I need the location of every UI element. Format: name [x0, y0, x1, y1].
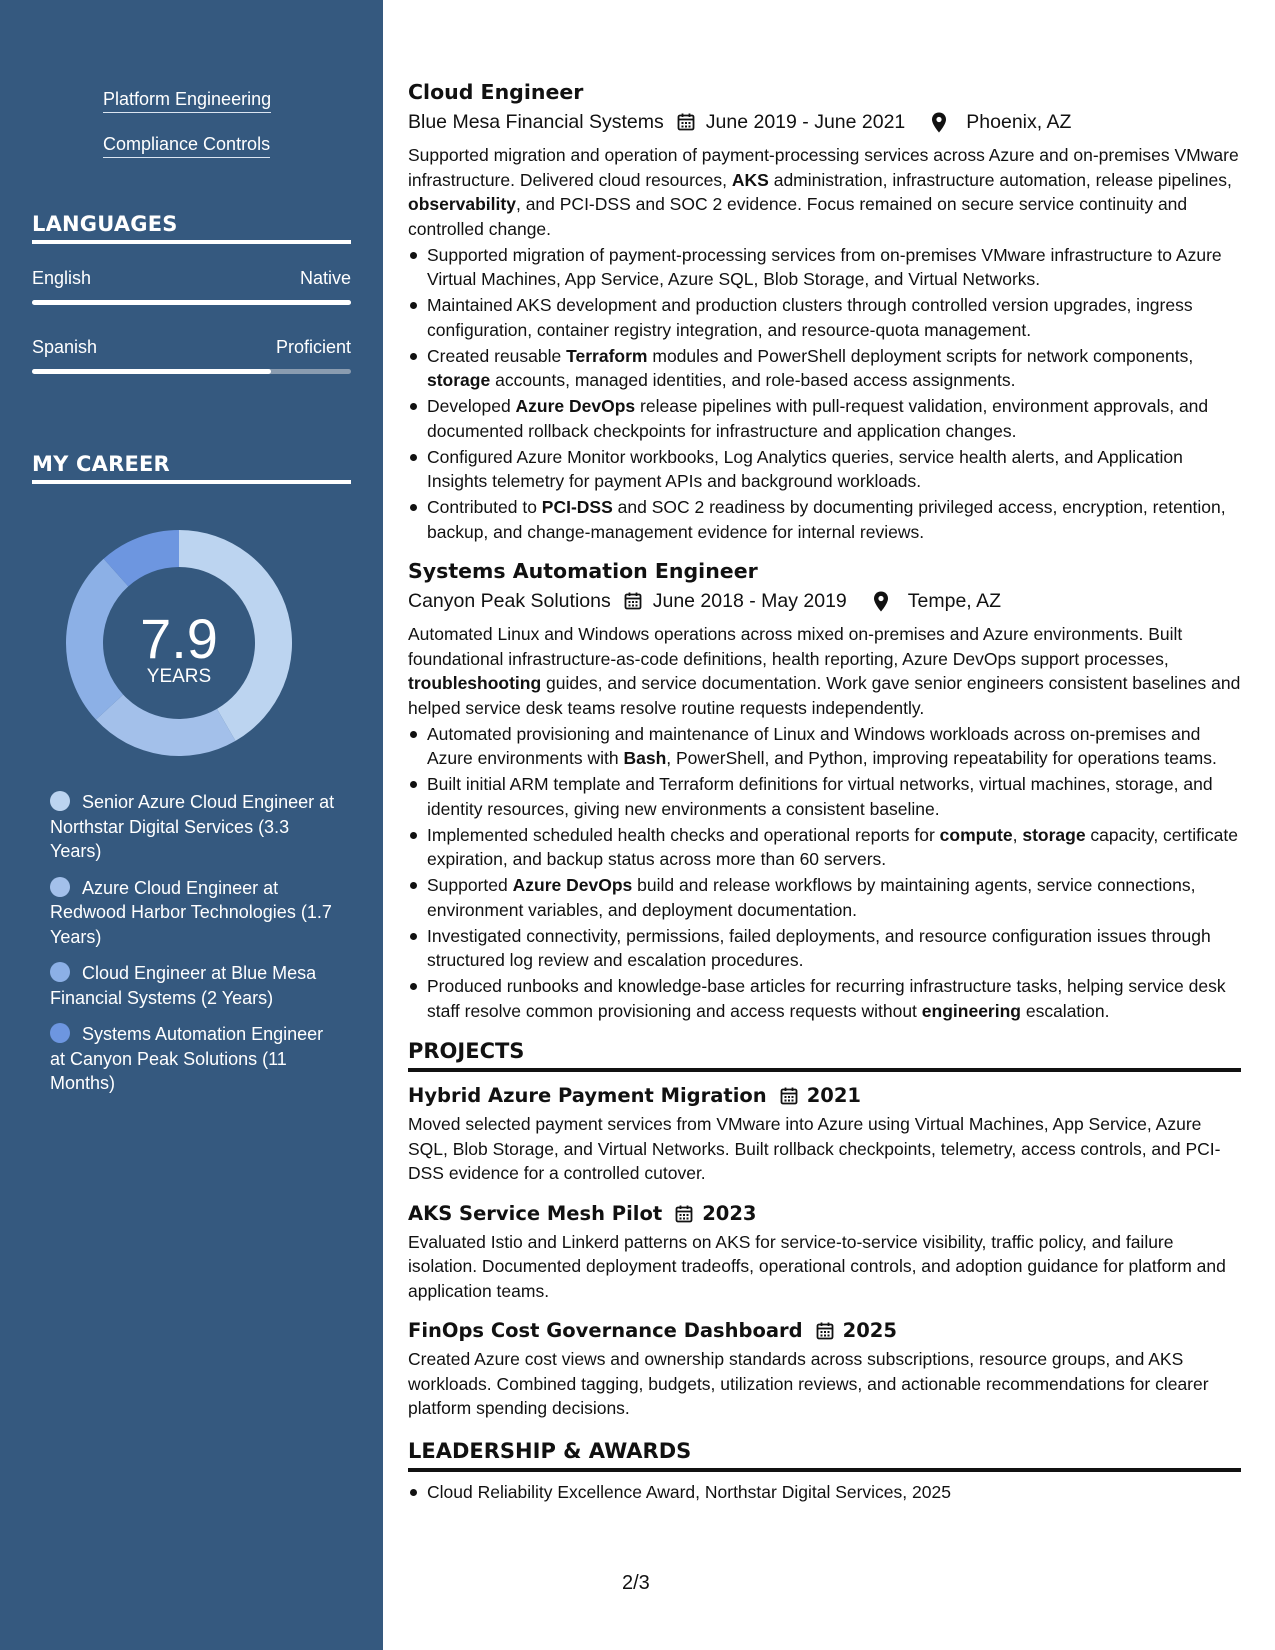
skill-link-compliance-controls[interactable]: Compliance Controls: [103, 133, 270, 158]
project-title-row: [408, 1200, 1241, 1228]
job-title: Cloud Engineer: [408, 80, 584, 104]
project-title: FinOps Cost Governance Dashboard: [408, 1319, 803, 1342]
calendar-icon: [623, 591, 643, 611]
project-entry: [408, 1082, 1241, 1186]
project-year: 2023: [702, 1201, 757, 1225]
career-item-text: Cloud Engineer at Blue Mesa Financial Systems (2 Years): [50, 963, 317, 1008]
skill-link-platform-engineering[interactable]: Platform Engineering: [103, 88, 271, 113]
job-location: Phoenix, AZ: [966, 111, 1072, 133]
language-row-english: [32, 268, 351, 289]
project-entry: [408, 1317, 1241, 1421]
language-name: Spanish: [32, 337, 98, 357]
award-item: Cloud Reliability Excellence Award, Northstar Digital Services, 2025: [408, 1480, 1241, 1505]
page-number: 2/3: [622, 1572, 650, 1594]
project-description: Created Azure cost views and ownership standards across subscriptions, resource groups, and AKS workloads. Combined tagging, budgets, utilization reviews, and actionable recommendations for clearer platform spending decisions.: [408, 1349, 1209, 1418]
job-bullet: Supported Azure DevOps build and release workflows by maintaining agents, service connections, environment variables, and deployment documentation.: [408, 873, 1241, 922]
career-item-text: Systems Automation Engineer at Canyon Peak Solutions (11 Months): [50, 1024, 324, 1093]
career-legend-dot: [50, 962, 70, 982]
job-bullet: Developed Azure DevOps release pipelines with pull-request validation, environment approvals, and documented rollback checkpoints for infrastructure and application changes.: [408, 394, 1241, 443]
job-bullet: Maintained AKS development and production clusters through controlled version upgrades, ingress configuration, container registry integration, and resource-quota management.: [408, 293, 1241, 342]
job-meta: [408, 108, 1241, 136]
language-bar-spanish: [32, 369, 351, 374]
project-title-row: [408, 1082, 1241, 1110]
job-bullet: Created reusable Terraform modules and PowerShell deployment scripts for network components, storage accounts, managed identities, and role-based access assignments.: [408, 344, 1241, 393]
career-item: [50, 790, 340, 864]
language-bar-english: [32, 300, 351, 305]
job-bullet: Implemented scheduled health checks and operational reports for compute, storage capacity, certificate expiration, and backup status across more than 60 servers.: [408, 823, 1241, 872]
job-bullet: Produced runbooks and knowledge-base articles for recurring infrastructure tasks, helping service desk staff resolve common provisioning and access requests without engineering escalation.: [408, 974, 1241, 1023]
career-heading: MY CAREER: [32, 452, 351, 484]
language-level: Native: [299, 268, 351, 288]
career-legend-dot: [50, 791, 70, 811]
job-bullet: Investigated connectivity, permissions, failed deployments, and resource configuration issues through structured log review and escalation procedures.: [408, 924, 1241, 973]
job-bullet: Contributed to PCI-DSS and SOC 2 readiness by documenting privileged access, encryption, retention, backup, and change-management evidence for internal reviews.: [408, 495, 1241, 544]
calendar-icon: [779, 1086, 799, 1106]
job-summary: Automated Linux and Windows operations across mixed on-premises and Azure environments. Built foundational infrastructure-as-code definitions, health reporting, Azure DevOps support processes, troubleshooting guides, and service documentation. Work gave senior engineers consistent baselines and helped service desk teams resolve routine requests independently.: [408, 624, 1241, 718]
project-year: 2021: [806, 1084, 861, 1107]
job-location: Tempe, AZ: [907, 590, 1001, 612]
language-name: English: [32, 268, 92, 288]
project-title: AKS Service Mesh Pilot: [408, 1201, 663, 1225]
location-pin-icon: [873, 591, 889, 612]
job-entry: [408, 557, 1241, 1023]
language-row-spanish: [32, 337, 351, 358]
career-years-value: 7.9: [140, 607, 218, 670]
main-content: [408, 78, 1241, 1504]
career-item: [50, 876, 340, 950]
job-entry: [408, 78, 1241, 544]
career-legend-dot: [50, 877, 70, 897]
location-pin-icon: [931, 112, 947, 133]
job-bullet: Built initial ARM template and Terraform definitions for virtual networks, virtual machines, storage, and identity resources, giving new environments a consistent baseline.: [408, 772, 1241, 821]
job-dates: June 2018 - May 2019: [652, 590, 847, 612]
projects-heading: PROJECTS: [408, 1039, 1241, 1072]
career-item: [50, 1022, 340, 1096]
language-bar-fill: [32, 300, 351, 305]
job-bullets: [408, 243, 1241, 545]
project-description: Evaluated Istio and Linkerd patterns on AKS for service-to-service visibility, traffic policy, and failure isolation. Documented deployment tradeoffs, operational controls, and adoption guidance for platform and application teams.: [408, 1231, 1226, 1301]
project-description: Moved selected payment services from VMware into Azure using Virtual Machines, App Service, Azure SQL, Blob Storage, and Virtual Networks. Built rollback checkpoints, telemetry, access controls, and PCI-DSS evidence for a controlled cutover.: [408, 1114, 1221, 1183]
calendar-icon: [815, 1321, 835, 1341]
career-legend-dot: [50, 1023, 70, 1043]
job-company: Canyon Peak Solutions: [408, 590, 611, 612]
career-item-text: Senior Azure Cloud Engineer at Northstar Digital Services (3.3 Years): [50, 792, 335, 861]
language-level: Proficient: [275, 337, 351, 357]
job-bullets: [408, 722, 1241, 1024]
sidebar: [0, 0, 383, 1650]
job-summary: Supported migration and operation of payment-processing services across Azure and on-premises VMware infrastructure. Delivered cloud resources, AKS administration, infrastructure automation, release pipelines, observability, and PCI-DSS and SOC 2 evidence. Focus remained on secure service continuity and controlled change.: [408, 145, 1239, 239]
awards-list: [408, 1480, 1241, 1505]
calendar-icon: [674, 1204, 694, 1224]
job-dates: June 2019 - June 2021: [705, 111, 906, 133]
career-item: [50, 961, 340, 1010]
project-title-row: [408, 1317, 1241, 1345]
career-years-label: YEARS: [146, 666, 212, 687]
job-bullet: Configured Azure Monitor workbooks, Log Analytics queries, service health alerts, and Application Insights telemetry for payment APIs and background workloads.: [408, 445, 1241, 494]
awards-heading: LEADERSHIP & AWARDS: [408, 1439, 1241, 1472]
project-entry: [408, 1200, 1241, 1304]
calendar-icon: [676, 112, 696, 132]
career-donut-segment: [66, 559, 128, 720]
languages-heading: LANGUAGES: [32, 212, 351, 244]
job-bullet: Supported migration of payment-processing services from on-premises VMware infrastructure to Azure Virtual Machines, App Service, Azure SQL, Blob Storage, and Virtual Networks.: [408, 243, 1241, 292]
job-company: Blue Mesa Financial Systems: [408, 111, 664, 133]
job-bullet: Automated provisioning and maintenance of Linux and Windows workloads across on-premises and Azure environments with Bash, PowerShell, and Python, improving repeatability for operations teams.: [408, 722, 1241, 771]
language-bar-fill: [32, 369, 271, 374]
project-title: Hybrid Azure Payment Migration: [408, 1084, 767, 1107]
job-title: Systems Automation Engineer: [408, 559, 758, 583]
career-donut-segment: [96, 695, 236, 756]
project-year: 2025: [842, 1319, 897, 1342]
career-donut-chart: [66, 530, 292, 756]
career-item-text: Azure Cloud Engineer at Redwood Harbor Technologies (1.7 Years): [50, 877, 332, 947]
career-list: [50, 790, 340, 1108]
job-meta: [408, 587, 1241, 615]
